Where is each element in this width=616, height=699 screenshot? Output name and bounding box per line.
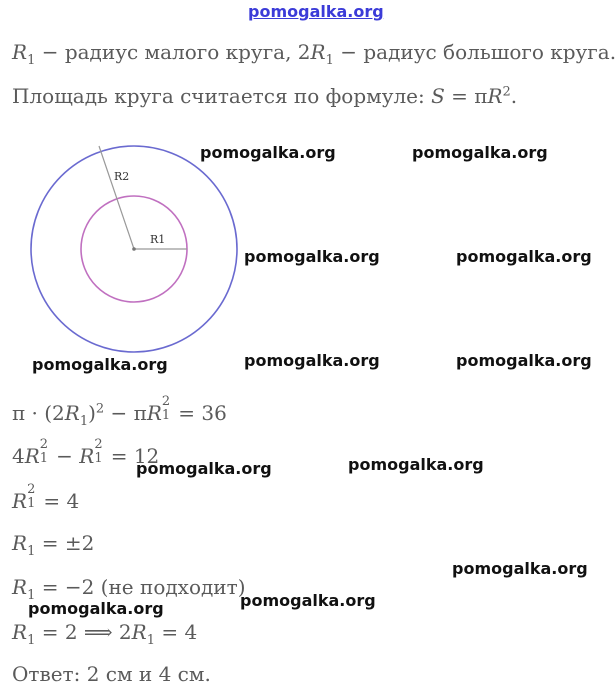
watermark: pomogalka.org — [244, 351, 380, 370]
eq-part: = ±2 — [35, 531, 95, 555]
sup: 2 — [502, 84, 511, 100]
var-r1b: R — [310, 40, 326, 64]
eq-part: = 2 ⟹ 2 — [35, 620, 132, 644]
watermark: pomogalka.org — [348, 455, 484, 474]
dot: . — [510, 84, 518, 108]
eq-part: = 4 — [155, 620, 198, 644]
eq-var: R — [12, 620, 28, 644]
watermark: pomogalka.org — [456, 351, 592, 370]
watermark: pomogalka.org — [32, 355, 168, 374]
subsup — [27, 482, 37, 511]
eq-var: R — [64, 401, 80, 425]
eq-part: = 4 — [37, 489, 80, 513]
eq-var: R — [24, 444, 40, 468]
eq-var: R — [12, 575, 28, 599]
equation-5 — [12, 575, 246, 603]
eq-part: = 36 — [171, 401, 227, 425]
label-r2: R2 — [114, 170, 130, 183]
circles-diagram — [0, 130, 270, 370]
eq-part: − π — [104, 401, 147, 425]
subsup — [94, 437, 104, 466]
sub: 1 — [94, 451, 103, 466]
formula-text: Площадь круга считается по формуле: — [12, 84, 432, 108]
eq-part: 4 — [12, 444, 25, 468]
formula-eq: = π — [444, 84, 488, 108]
sub: 1 — [325, 53, 334, 68]
sup: 2 — [39, 437, 49, 452]
sub: 1 — [27, 496, 36, 511]
header-watermark: pomogalka.org — [248, 2, 384, 21]
intro-line-1 — [12, 40, 616, 68]
sup: 2 — [94, 437, 103, 452]
eq-var: R — [79, 444, 95, 468]
radius-r2-line — [99, 146, 134, 249]
sub: 1 — [27, 588, 36, 603]
eq-part: = −2 (не подходит) — [35, 575, 246, 599]
watermark: pomogalka.org — [28, 599, 164, 618]
sup: 2 — [161, 394, 171, 409]
intro-text-a: − радиус малого круга, 2 — [35, 40, 311, 64]
eq-part: π · (2 — [12, 401, 65, 425]
eq-part: = 12 — [104, 444, 160, 468]
intro-text-b: − радиус большого круга. — [333, 40, 616, 64]
watermark: pomogalka.org — [452, 559, 588, 578]
var-R: R — [487, 84, 503, 108]
subsup — [161, 394, 172, 423]
equation-3 — [12, 482, 80, 513]
sub: 1 — [79, 414, 89, 429]
sub: 1 — [27, 633, 36, 648]
center-point — [132, 247, 136, 251]
subsup — [39, 437, 50, 466]
eq-var: R — [12, 489, 28, 513]
eq-part: − — [49, 444, 80, 468]
eq-var: R — [131, 620, 147, 644]
sub: 1 — [27, 53, 36, 68]
sub: 1 — [39, 451, 49, 466]
var-r1: R — [12, 40, 28, 64]
eq-part: ) — [88, 401, 96, 425]
sub: 1 — [146, 633, 155, 648]
watermark: pomogalka.org — [456, 247, 592, 266]
eq-var: R — [12, 531, 28, 555]
equation-4 — [12, 531, 95, 559]
watermark: pomogalka.org — [200, 143, 336, 162]
sup: 2 — [27, 482, 36, 497]
sup: 2 — [95, 401, 105, 417]
label-r1: R1 — [150, 233, 166, 246]
sub: 1 — [27, 544, 36, 559]
watermark: pomogalka.org — [412, 143, 548, 162]
watermark: pomogalka.org — [240, 591, 376, 610]
equation-1 — [12, 394, 227, 429]
var-s: S — [431, 84, 445, 108]
answer-line: Ответ: 2 см и 4 см. — [12, 662, 211, 686]
intro-line-2 — [12, 86, 517, 106]
watermark: pomogalka.org — [244, 247, 380, 266]
sub: 1 — [161, 408, 171, 423]
eq-var: R — [146, 401, 162, 425]
watermark: pomogalka.org — [136, 459, 272, 478]
equation-6 — [12, 620, 198, 648]
